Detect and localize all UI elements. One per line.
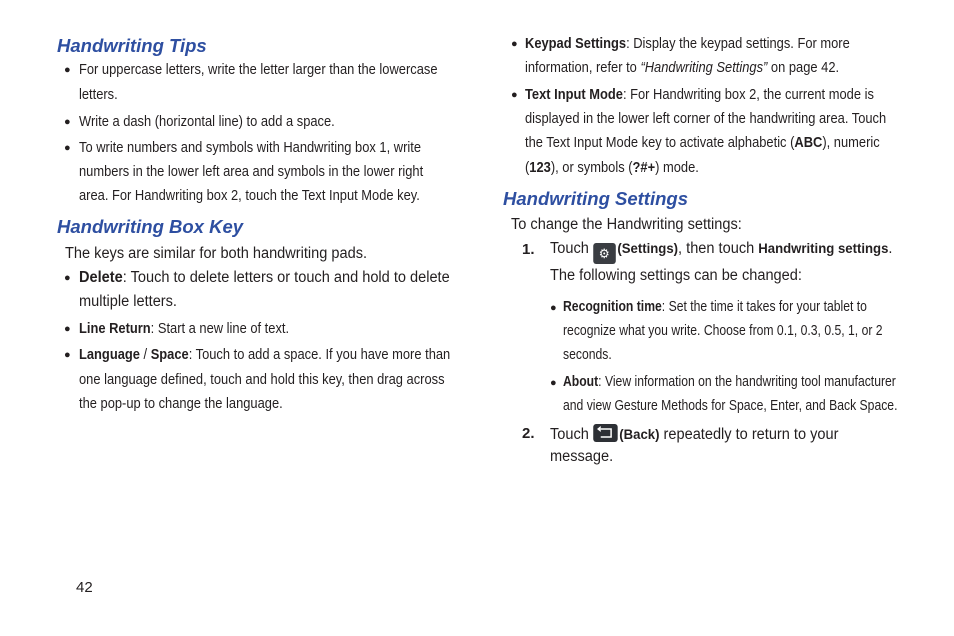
step-1-handwriting-settings[interactable]: Handwriting settings: [758, 240, 889, 256]
bullet: ●: [511, 89, 518, 101]
tim-line-1: [525, 86, 874, 103]
recognition-line-1: [563, 299, 867, 315]
line-return-line: [79, 320, 289, 337]
bullet: ●: [550, 377, 557, 389]
gear-icon[interactable]: ⚙: [593, 243, 616, 264]
about-term: About: [563, 374, 599, 390]
language-line-3: the pop-up to change the language.: [79, 395, 283, 412]
tip-3-line-2: numbers in the lower left area and symbols in the lower right: [79, 163, 424, 180]
keypad-text-2b: on page 42.: [767, 59, 840, 76]
step-1-line-2: The following settings can be changed:: [550, 267, 802, 284]
bullet: ●: [64, 116, 71, 128]
step-2-touch: Touch: [550, 426, 593, 443]
tim-line-4: [525, 159, 699, 176]
recognition-term: Recognition time: [563, 299, 662, 315]
keypad-text: : Display the keypad settings. For more: [626, 35, 850, 52]
language-line-1: [79, 346, 450, 363]
step-1-touch: Touch: [550, 240, 593, 257]
delete-term: Delete: [79, 269, 123, 286]
about-text: : View information on the handwriting tool manufacturer: [598, 374, 896, 390]
tip-3-line-1: To write numbers and symbols with Handwriting box 1, write: [79, 139, 421, 156]
tim-text-3b: ), numeric: [822, 134, 880, 151]
recognition-line-2: recognize what you write. Choose from 0.1, 0.3, 0.5, 1, or 2: [563, 323, 883, 339]
bullet: ●: [550, 302, 557, 314]
keypad-line-1: [525, 35, 850, 52]
about-line-2: and view Gesture Methods for Space, Enter, and Back Space.: [563, 398, 898, 414]
recognition-line-3: seconds.: [563, 347, 612, 363]
tip-1-line-1: For uppercase letters, write the letter larger than the lowercase: [79, 61, 438, 78]
bullet: ●: [511, 38, 518, 50]
recognition-text: : Set the time it takes for your tablet to: [661, 299, 867, 315]
delete-line-2: multiple letters.: [79, 293, 177, 310]
language-term: Language: [79, 346, 140, 363]
tim-abc: ABC: [794, 134, 823, 151]
space-term: Space: [150, 346, 189, 363]
settings-intro: To change the Handwriting settings:: [511, 216, 742, 233]
tim-term: Text Input Mode: [525, 86, 623, 103]
language-text: : Touch to add a space. If you have more than: [188, 346, 451, 363]
tim-text: : For Handwriting box 2, the current mode is: [622, 86, 874, 103]
tip-3-line-3: area. For Handwriting box 2, touch the Text Input Mode key.: [79, 187, 420, 204]
keypad-text-2a: information, refer to: [525, 59, 641, 76]
language-line-2: one language defined, touch and hold this key, then drag across: [79, 371, 445, 388]
line-return-text: : Start a new line of text.: [150, 320, 290, 337]
keypad-ref-link[interactable]: “Handwriting Settings”: [640, 59, 768, 76]
tip-2-line-1: Write a dash (horizontal line) to add a space.: [79, 113, 335, 130]
tim-123: 123: [529, 159, 551, 176]
tim-text-3a: the Text Input Mode key to activate alphabetic (: [525, 134, 795, 151]
page-number: 42: [76, 579, 93, 596]
step-1-line-1: [550, 240, 892, 264]
delete-line-1: [79, 269, 450, 287]
tim-line-3: [525, 134, 880, 151]
heading-handwriting-tips: Handwriting Tips: [57, 35, 207, 56]
step-2-text: repeatedly to return to your: [659, 426, 839, 443]
step-1-number: 1.: [522, 241, 535, 258]
tim-line-2: displayed in the lower left corner of the handwriting area. Touch: [525, 110, 887, 127]
bullet: ●: [64, 349, 71, 361]
delete-text: : Touch to delete letters or touch and hold to delete: [122, 269, 450, 286]
keypad-term: Keypad Settings: [525, 35, 627, 52]
line-return-term: Line Return: [79, 320, 151, 337]
bullet: ●: [64, 64, 71, 76]
bullet: ●: [64, 142, 71, 154]
about-line-1: [563, 374, 896, 390]
heading-handwriting-settings: Handwriting Settings: [503, 188, 688, 209]
box-key-intro: The keys are similar for both handwriting pads.: [65, 245, 368, 262]
back-icon[interactable]: [593, 424, 617, 442]
bullet: ●: [64, 323, 71, 335]
tip-1-line-2: letters.: [79, 86, 118, 103]
step-2-line-2: message.: [550, 448, 614, 465]
keypad-line-2: [525, 59, 839, 76]
tim-text-4c: ) mode.: [655, 159, 699, 176]
step-2-back-label: (Back): [619, 426, 660, 442]
step-2-number: 2.: [522, 425, 535, 442]
language-sep: /: [139, 346, 151, 363]
step-1-then: , then touch: [678, 240, 759, 257]
tim-sym: ?#+: [632, 159, 656, 176]
tim-text-4a: (: [525, 159, 530, 176]
tim-text-4b: ), or symbols (: [550, 159, 633, 176]
step-1-settings-label: (Settings): [617, 240, 679, 256]
bullet: ●: [64, 272, 71, 284]
step-1-period: .: [888, 240, 893, 257]
step-2-line-1: [550, 424, 838, 444]
heading-handwriting-box-key: Handwriting Box Key: [57, 216, 244, 237]
